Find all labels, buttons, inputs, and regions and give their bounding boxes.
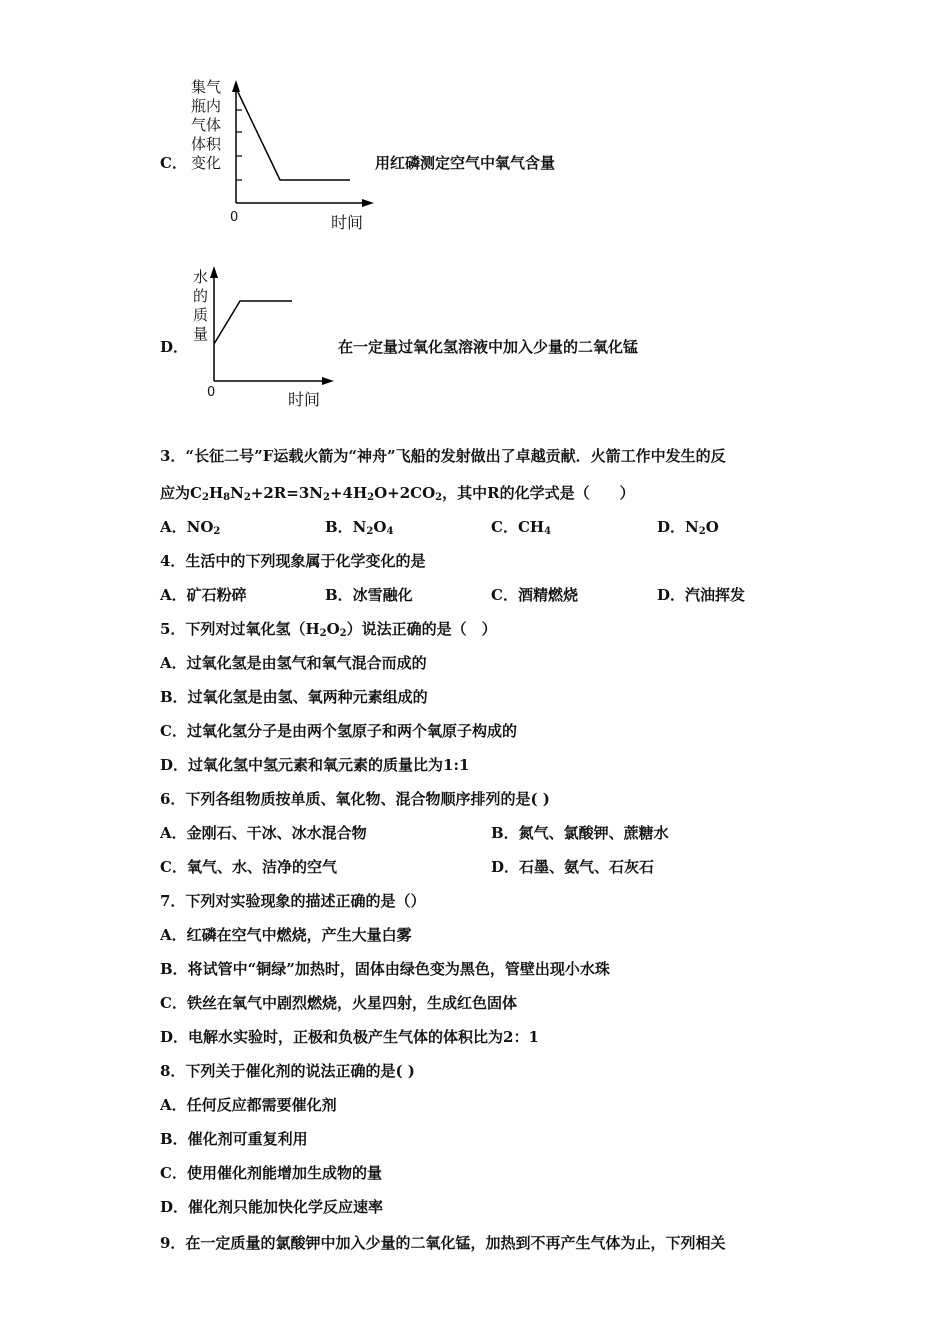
- graph-c-ylabel-line: 瓶内: [191, 97, 222, 115]
- q8-option-a: A．任何反应都需要催化剂: [160, 1096, 337, 1114]
- graph-d-curve: [214, 301, 292, 344]
- q7-option-c: C．铁丝在氧气中剧烈燃烧，火星四射，生成红色固体: [160, 994, 517, 1012]
- q7-option-a: A．红磷在空气中燃烧，产生大量白雾: [160, 926, 412, 944]
- graph-c-caption: 用红磷测定空气中氧气含量: [375, 154, 556, 172]
- q9-stem: 9．在一定质量的氯酸钾中加入少量的二氧化锰，加热到不再产生气体为止，下列相关: [160, 1234, 726, 1252]
- q8-option-c: C．使用催化剂能增加生成物的量: [160, 1164, 382, 1182]
- q5-option-c: C．过氧化氢分子是由两个氢原子和两个氧原子构成的: [160, 722, 517, 740]
- q6-stem: 6．下列各组物质按单质、氧化物、混合物顺序排列的是( ): [160, 790, 550, 808]
- graph-c-ylabel-line: 体积: [191, 135, 222, 153]
- graph-d-ylabel-line: 量: [193, 325, 209, 343]
- graph-c-xlabel: 时间: [331, 213, 364, 232]
- q4-option-b: B．冰雪融化: [325, 586, 413, 604]
- q4-option-a: A．矿石粉碎: [160, 586, 247, 604]
- q6-option-d: D．石墨、氨气、石灰石: [491, 858, 655, 876]
- q3-option-a: A．$NO_2$: [160, 518, 221, 537]
- q6-option-b: B．氮气、氯酸钾、蔗糖水: [491, 824, 669, 842]
- q7-stem: 7．下列对实验现象的描述正确的是（）: [160, 892, 426, 910]
- option-d-label: D．: [160, 338, 189, 356]
- graph-d-ylabel-line: 质: [193, 306, 209, 324]
- graph-d-ylabel-line: 的: [193, 287, 209, 305]
- q3-suffix: ，其中R的化学式是（ ）: [442, 484, 635, 502]
- graph-c-ylabel-line: 集气: [191, 78, 222, 96]
- graph-d-ylabel-line: 水: [193, 268, 209, 286]
- graph-c-ylabel-line: 气体: [191, 116, 222, 134]
- graph-d-x-arrow: [322, 377, 334, 385]
- q8-stem: 8．下列关于催化剂的说法正确的是( ): [160, 1062, 415, 1080]
- q3-option-c: C．$CH_4$: [491, 518, 552, 537]
- graph-d-plot: [0, 0, 950, 420]
- q3-stem-line2: [160, 482, 635, 503]
- q3-option-b: B．$N_2O_4$: [325, 518, 394, 537]
- graph-d-caption: 在一定量过氧化氢溶液中加入少量的二氧化锰: [338, 338, 639, 356]
- graph-d-y-arrow: [210, 266, 218, 278]
- q7-option-d: D．电解水实验时，正极和负极产生气体的体积比为2：1: [160, 1028, 539, 1046]
- q5-stem: 5．下列对过氧化氢$(H_2O_2)$说法正确的是（ ）: [160, 620, 497, 639]
- q7-option-b: B．将试管中“铜绿”加热时，固体由绿色变为黑色，管壁出现小水珠: [160, 960, 610, 978]
- q3-prefix: 应为: [160, 484, 191, 502]
- q6-option-c: C．氧气、水、洁净的空气: [160, 858, 337, 876]
- q8-option-d: D．催化剂只能加快化学反应速率: [160, 1198, 384, 1216]
- q4-stem: 4．生活中的下列现象属于化学变化的是: [160, 552, 426, 570]
- q4-option-d: D．汽油挥发: [657, 586, 746, 604]
- q3-equation: $C_2H_8N_2+2R=3N_2+4H_2O+2CO_2$: [190, 484, 443, 503]
- option-c-label: C．: [160, 154, 187, 172]
- graph-c-ylabel-line: 变化: [191, 154, 222, 172]
- graph-d-origin: 0: [207, 385, 216, 400]
- graph-c-origin: 0: [230, 210, 239, 225]
- q3-stem-line1: 3．“长征二号”F运载火箭为“神舟”飞船的发射做出了卓越贡献．火箭工作中发生的反: [160, 447, 726, 465]
- q5-option-d: D．过氧化氢中氢元素和氧元素的质量比为1:1: [160, 756, 470, 774]
- q3-option-d: D．$N_2O$: [657, 518, 719, 537]
- graph-d-xlabel: 时间: [288, 390, 321, 409]
- q6-option-a: A．金刚石、干冰、冰水混合物: [160, 824, 367, 842]
- q4-option-c: C．酒精燃烧: [491, 586, 578, 604]
- q8-option-b: B．催化剂可重复利用: [160, 1130, 308, 1148]
- q5-option-b: B．过氧化氢是由氢、氧两种元素组成的: [160, 688, 428, 706]
- q5-option-a: A．过氧化氢是由氢气和氧气混合而成的: [160, 654, 427, 672]
